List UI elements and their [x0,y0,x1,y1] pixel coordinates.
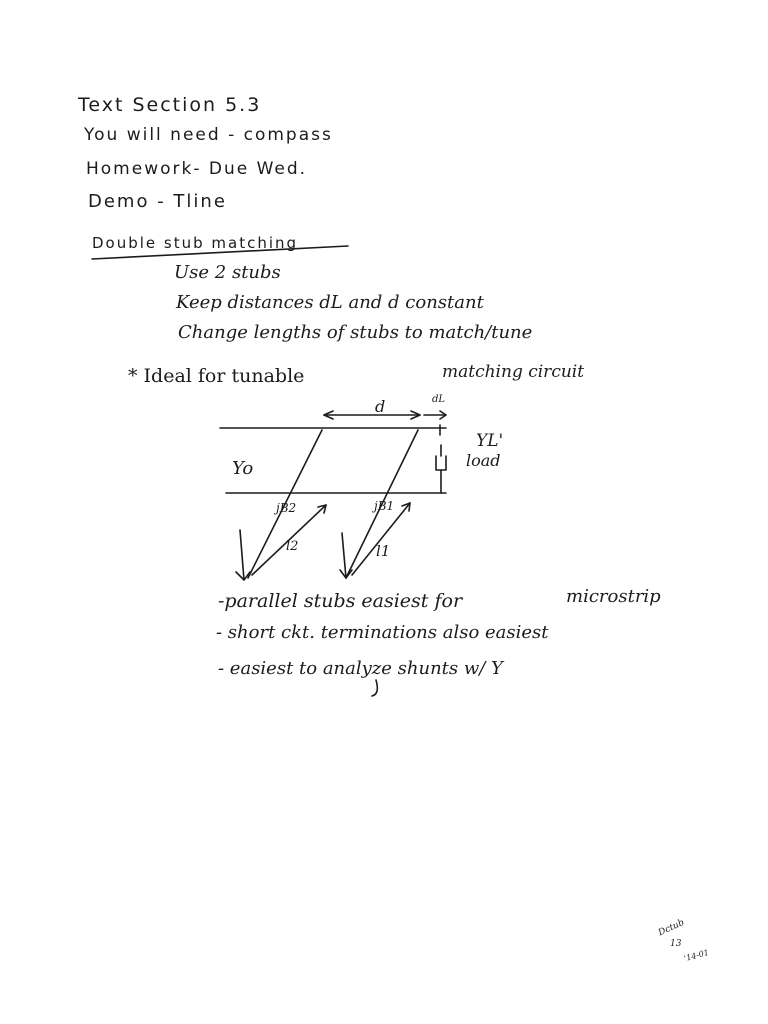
ideal-note-tail: matching circuit [442,362,585,382]
margin-mark-2: 13 [670,939,682,949]
point-keep-distances: Keep distances dL and d constant [176,292,484,313]
note-parallel-stubs: -parallel stubs easiest for [218,590,463,612]
jb2-label: jB2 [276,501,297,515]
point-use-2-stubs: Use 2 stubs [174,262,281,283]
jb1-label: jB1 [374,499,395,513]
note-short-ckt: - short ckt. terminations also easiest [216,622,549,643]
section-title-underline [92,246,348,259]
header-homework: Homework- Due Wed. [86,159,308,179]
header-demo: Demo - Tline [88,191,227,212]
load-box [436,456,446,470]
section-title: Double stub matching [92,234,299,252]
y0-label: Yo [232,458,254,479]
point-change-lengths: Change lengths of stubs to match/tune [178,322,533,343]
header-text-section: Text Section 5.3 [78,94,262,116]
header-you-will-need: You will need - compass [84,125,333,145]
l1-arrow [352,503,410,575]
stub1-vertical [342,533,346,578]
margin-mark-3: '14-01 [683,947,710,964]
stub2-vertical [240,530,244,580]
load-label: load [466,451,501,470]
ideal-note: * Ideal for tunable [128,365,305,387]
l1-label: l1 [376,542,391,560]
note-microstrip: microstrip [566,586,661,607]
yl-label: YL' [476,431,504,451]
analyze-squiggle [372,680,377,696]
l2-label: l2 [286,539,299,554]
d-label: d [375,397,386,416]
margin-mark-1: Dctub [656,917,687,939]
note-easiest-analyze: - easiest to analyze shunts w/ Y [218,658,503,679]
dl-label: dL [432,394,446,405]
